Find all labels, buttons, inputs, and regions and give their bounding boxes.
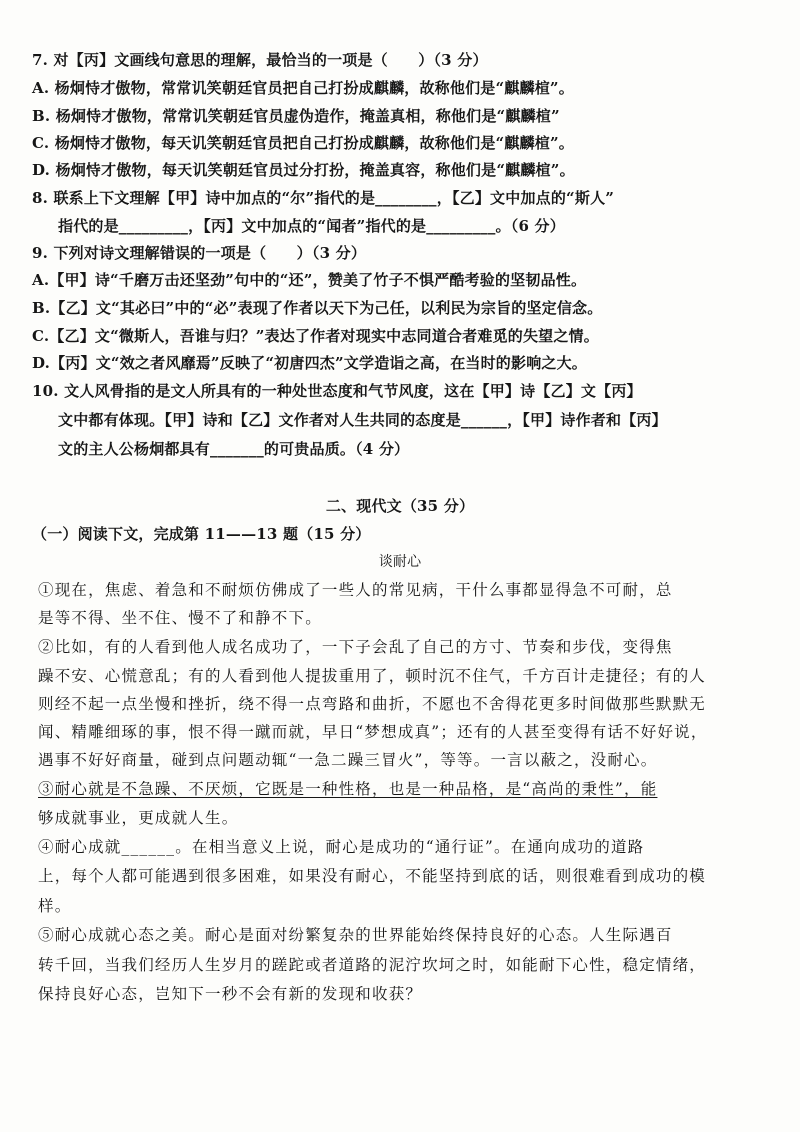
section-title: 二、现代文（35 分） <box>325 497 475 515</box>
para-2-line-4: 闻、精雕细琢的事，恨不得一蹴而就，早日“梦想成真”；还有的人甚至变得有话不好好说， <box>38 723 708 741</box>
q7-option-c: C. 杨炯恃才傲物，每天讥笑朝廷官员把自己打扮成麒麟，故称他们是“麒麟楦”。 <box>32 134 574 152</box>
para-3-line-1: ③耐心就是不急躁、不厌烦，它既是一种性格，也是一种品格，是“高尚的秉性”，能 <box>38 780 658 798</box>
para-2-line-3: 则经不起一点坐慢和挫折，绕不得一点弯路和曲折，不愿也不舍得花更多时间做那些默默无 <box>38 695 707 713</box>
q7-stem: 7. 对【丙】文画线句意思的理解，最恰当的一项是（ ）（3 分） <box>32 51 488 69</box>
para-5-line-3: 保持良好心态，岂知下一秒不会有新的发现和收获？ <box>38 985 423 1003</box>
para-2-line-2: 躁不安、心慌意乱；有的人看到他人提拔重用了，顿时沉不住气，千方百计走捷径；有的人 <box>38 667 707 685</box>
para-1-line-1: ①现在，焦虑、着急和不耐烦仿佛成了一些人的常见病，干什么事都显得急不可耐，总 <box>38 581 673 599</box>
para-2-line-5: 遇事不好好商量，碰到点问题动辄“一急二躁三冒火”，等等。一言以蔽之，没耐心。 <box>38 751 658 769</box>
q9-stem: 9. 下列对诗文理解错误的一项是（ ）（3 分） <box>32 244 367 262</box>
section-subtitle: （一）阅读下文，完成第 11——13 题（15 分） <box>32 525 371 543</box>
para-3-line-2: 够成就事业，更成就人生。 <box>38 809 239 827</box>
q10-line-2: 文中都有体现。【甲】诗和【乙】文作者对人生共同的态度是______，【甲】诗作者和【丙】 <box>58 411 667 429</box>
para-4-line-1: ④耐心成就______。在相当意义上说，耐心是成功的“通行证”。在通向成功的道路 <box>38 838 645 856</box>
para-5-line-1: ⑤耐心成就心态之美。耐心是面对纷繁复杂的世界能始终保持良好的心态。人生际遇百 <box>38 926 673 944</box>
article-title: 谈耐心 <box>378 554 422 570</box>
para-4-line-2: 上，每个人都可能遇到很多困难，如果没有耐心，不能坚持到底的话，则很难看到成功的模 <box>38 867 707 885</box>
para-4-line-3: 样。 <box>38 897 72 915</box>
q9-option-a: A.【甲】诗“千磨万击还坚劲”句中的“还”，赞美了竹子不惧严酷考验的坚韧品性。 <box>32 271 587 289</box>
q9-option-b: B.【乙】文“其必曰”中的“必”表现了作者以天下为己任，以利民为宗旨的坚定信念。 <box>32 299 603 317</box>
q7-option-b: B. 杨炯恃才傲物，常常讥笑朝廷官员虚伪造作，掩盖真相，称他们是“麒麟楦” <box>32 107 560 125</box>
q10-line-1: 10. 文人风骨指的是文人所具有的一种处世态度和气节风度，这在【甲】诗【乙】文【丙】 <box>32 382 642 400</box>
q8-line-2: 指代的是_________，【丙】文中加点的“闻者”指代的是_________。（6 分） <box>58 217 565 235</box>
para-2-line-1: ②比如，有的人看到他人成名成功了，一下子会乱了自己的方寸、节奏和步伐，变得焦 <box>38 638 673 656</box>
q8-line-1: 8. 联系上下文理解【甲】诗中加点的“尔”指代的是________，【乙】文中加点的“斯人” <box>32 189 615 207</box>
q10-line-3: 文的主人公杨炯都具有_______的可贵品质。（4 分） <box>58 440 410 458</box>
q7-option-d: D. 杨炯恃才傲物，每天讥笑朝廷官员过分打扮，掩盖真容，称他们是“麒麟楦”。 <box>32 161 575 179</box>
para-5-line-2: 转千回，当我们经历人生岁月的蹉跎或者道路的泥泞坎坷之时，如能耐下心性，稳定情绪， <box>38 956 707 974</box>
q7-option-a: A. 杨炯恃才傲物，常常讥笑朝廷官员把自己打扮成麒麟，故称他们是“麒麟楦”。 <box>32 79 574 97</box>
para-1-line-2: 是等不得、坐不住、慢不了和静不下。 <box>38 609 322 627</box>
q9-option-d: D.【丙】文“效之者风靡焉”反映了“初唐四杰”文学造诣之高，在当时的影响之大。 <box>32 354 588 372</box>
q9-option-c: C.【乙】文“微斯人，吾谁与归？”表达了作者对现实中志同道合者难觅的失望之情。 <box>32 327 599 345</box>
